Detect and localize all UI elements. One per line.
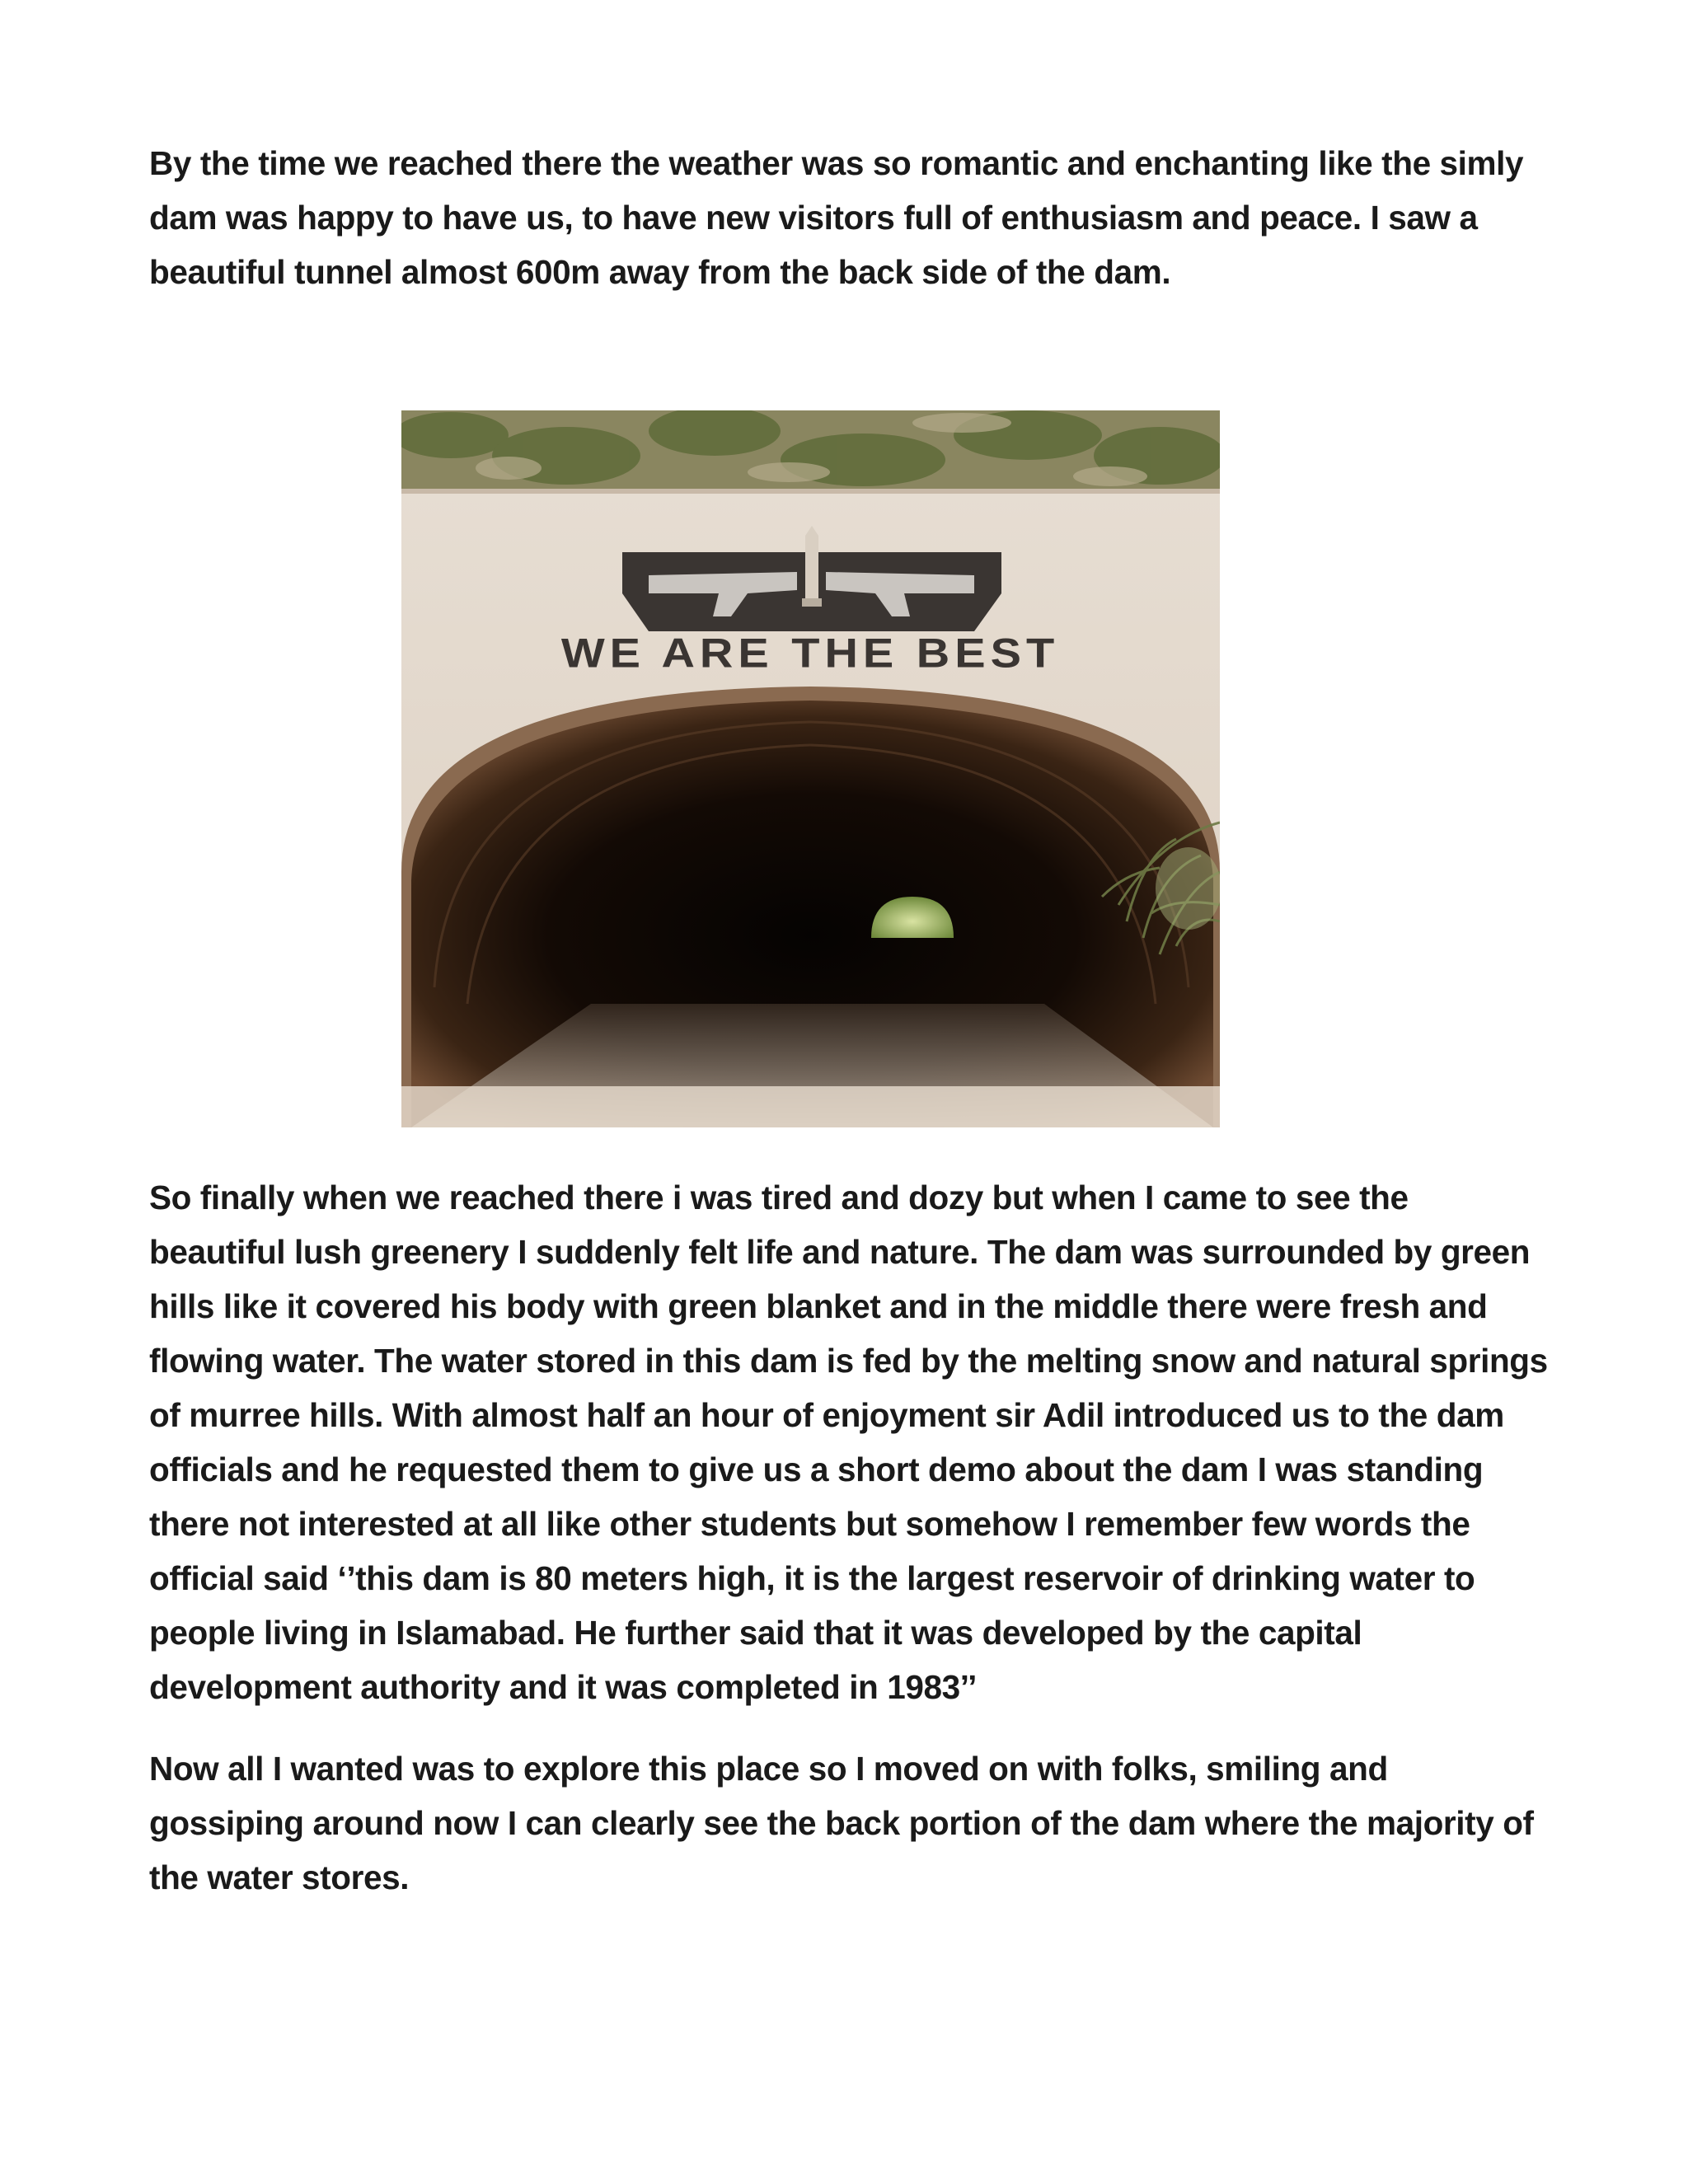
paragraph-exploration: Now all I wanted was to explore this place so I moved on with folks, smiling and gossiping around now I can clearly see the back portion of the dam where the majority of the water stores.	[149, 1750, 1534, 1896]
paragraph-intro: By the time we reached there the weather was so romantic and enchanting like the simly dam was happy to have us, to have new visitors full of enthusiasm and peace. I saw a beautiful tunnel almost 600m away from the back side of the dam.	[149, 144, 1524, 291]
tunnel-photo-illustration	[401, 410, 1220, 1127]
sign-text: WE ARE THE BEST	[560, 630, 1060, 677]
paragraph-dam-description: So finally when we reached there i was tired and dozy but when I came to see the beautiful lush greenery I suddenly felt life and nature. The dam was surrounded by green hills like it covered his body with green blanket and in the middle there were fresh and flowing water. The water stored in this dam is fed by the melting snow and natural springs of murree hills. With almost half an hour of enjoyment sir Adil introduced us to the dam officials and he requested them to give us a short demo about the dam I was standing there not interested at all like other students but somehow I remember few words the official said ‘’this dam is 80 meters high, it is the largest reservoir of drinking water to people living in Islamabad. He further said that it was developed by the capital development authority and it was completed in 1983’’	[149, 1179, 1548, 1706]
tunnel-photo	[401, 410, 1220, 1127]
